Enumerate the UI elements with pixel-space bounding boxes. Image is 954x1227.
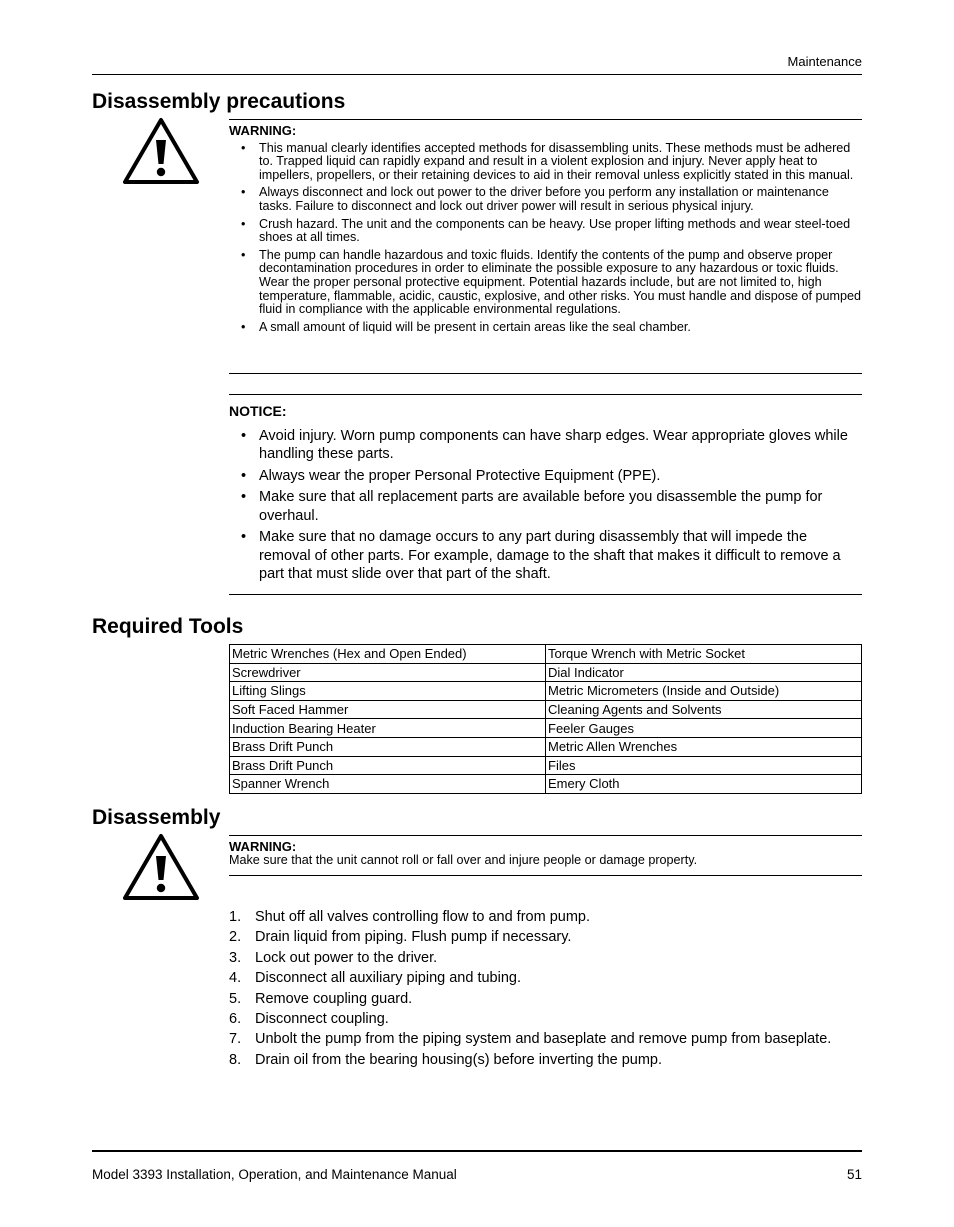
step-text: Drain oil from the bearing housing(s) before inverting the pump. xyxy=(255,1051,663,1068)
table-cell: Torque Wrench with Metric Socket xyxy=(546,645,862,664)
list-item xyxy=(229,989,862,1009)
table-cell: Lifting Slings xyxy=(230,682,546,701)
list-item xyxy=(229,1050,862,1070)
list-item: • Make sure that all replacement parts are available before you disassemble the pump for overhaul. xyxy=(229,488,862,525)
notice-bottom-rule xyxy=(229,594,862,595)
table-row xyxy=(230,775,862,794)
step-text: Drain liquid from piping. Flush pump if necessary. xyxy=(255,929,572,946)
step-number: 5. xyxy=(229,990,242,1007)
heading-disassembly: Disassembly xyxy=(92,806,221,829)
table-cell: Dial Indicator xyxy=(546,663,862,682)
warning-top-rule xyxy=(229,119,862,120)
step-text: Remove coupling guard. xyxy=(255,990,413,1007)
warning-list xyxy=(229,142,862,335)
header-rule xyxy=(92,74,862,75)
table-cell: Metric Wrenches (Hex and Open Ended) xyxy=(230,645,546,664)
table-row xyxy=(230,682,862,701)
list-item: • This manual clearly identifies accepted methods for disassembling units. These methods must be adhered to. Trapped liquid can rapidly expand and result in a violent explosion and injury. Never apply heat to impellers, propellers, or their retaining devices to aid in their removal unless explicitly stated in this manual. xyxy=(229,142,862,183)
list-item xyxy=(229,1009,862,1029)
table-cell: Metric Allen Wrenches xyxy=(546,737,862,756)
disassembly-steps xyxy=(229,907,862,1070)
warning-text: Make sure that the unit cannot roll or fall over and injure people or damage property. xyxy=(229,852,698,867)
step-text: Unbolt the pump from the piping system and baseplate and remove pump from baseplate. xyxy=(255,1031,832,1048)
table-cell: Cleaning Agents and Solvents xyxy=(546,700,862,719)
heading-disassembly-precautions: Disassembly precautions xyxy=(92,90,346,113)
notice-list xyxy=(229,427,862,584)
list-item: • Always disconnect and lock out power to the driver before you perform any installation or maintenance tasks. Failure to disconnect and lock out driver power will result in serious physical injury. xyxy=(229,186,862,213)
list-item xyxy=(229,968,862,988)
table-cell: Files xyxy=(546,756,862,775)
list-item: • Always wear the proper Personal Protective Equipment (PPE). xyxy=(229,467,862,486)
step-text: Shut off all valves controlling flow to and from pump. xyxy=(255,909,591,925)
warning-bottom-rule xyxy=(229,373,862,374)
footer-rule xyxy=(92,1150,862,1152)
list-item xyxy=(229,927,862,947)
table-cell: Feeler Gauges xyxy=(546,719,862,738)
warning-block-precautions xyxy=(229,124,862,338)
footer-page-number: 51 xyxy=(846,1167,862,1182)
table-cell: Emery Cloth xyxy=(546,775,862,794)
warning-triangle-icon xyxy=(122,116,200,186)
table-row xyxy=(230,756,862,775)
running-header-section: Maintenance xyxy=(787,54,862,69)
list-item xyxy=(229,907,862,927)
warning-triangle-icon xyxy=(122,832,200,902)
table-cell: Screwdriver xyxy=(230,663,546,682)
step-number: 8. xyxy=(229,1051,242,1068)
step-number: 6. xyxy=(229,1010,242,1027)
notice-top-rule xyxy=(229,394,862,395)
table-row xyxy=(230,719,862,738)
required-tools-table xyxy=(229,644,862,794)
table-row xyxy=(230,700,862,719)
warning-label: WARNING: xyxy=(229,839,297,854)
step-text: Lock out power to the driver. xyxy=(255,949,438,966)
list-item: • Avoid injury. Worn pump components can have sharp edges. Wear appropriate gloves while handling these parts. xyxy=(229,427,862,464)
table-cell: Induction Bearing Heater xyxy=(230,719,546,738)
step-text: Disconnect all auxiliary piping and tubing. xyxy=(255,970,521,987)
notice-block xyxy=(229,402,862,587)
table-cell: Spanner Wrench xyxy=(230,775,546,794)
step-number: 1. xyxy=(229,909,242,925)
warning-top-rule xyxy=(229,835,862,836)
table-row xyxy=(230,663,862,682)
table-row xyxy=(230,645,862,664)
warning-label: WARNING: xyxy=(229,123,297,138)
list-item: • Crush hazard. The unit and the components can be heavy. Use proper lifting methods and wear steel-toed shoes at all times. xyxy=(229,218,862,245)
table-cell: Metric Micrometers (Inside and Outside) xyxy=(546,682,862,701)
warning-block-disassembly xyxy=(229,840,862,867)
table-cell: Brass Drift Punch xyxy=(230,756,546,775)
notice-label: NOTICE: xyxy=(229,403,287,419)
step-number: 3. xyxy=(229,949,242,966)
table-cell: Brass Drift Punch xyxy=(230,737,546,756)
footer-manual-title: Model 3393 Installation, Operation, and Maintenance Manual xyxy=(92,1167,457,1182)
warning-bottom-rule xyxy=(229,875,862,876)
table-cell: Soft Faced Hammer xyxy=(230,700,546,719)
heading-required-tools: Required Tools xyxy=(92,615,244,638)
step-number: 4. xyxy=(229,970,242,987)
list-item xyxy=(229,1029,862,1049)
list-item: • The pump can handle hazardous and toxic fluids. Identify the contents of the pump and observe proper decontamination procedures in order to eliminate the possible exposure to any hazardous or toxic fluids. Wear the proper personal protective equipment. Potential hazards include, but are not limited to, high temperature, flammable, acidic, caustic, explosive, and other risks. You must handle and dispose of pumped fluid in compliance with the applicable environmental regulations. xyxy=(229,249,862,317)
table-row xyxy=(230,737,862,756)
list-item: • Make sure that no damage occurs to any part during disassembly that will impede the removal of other parts. For example, damage to the shaft that makes it difficult to remove a part that must slide over that part of the shaft. xyxy=(229,528,862,584)
list-item: • A small amount of liquid will be present in certain areas like the seal chamber. xyxy=(229,321,862,335)
step-number: 7. xyxy=(229,1031,242,1048)
step-text: Disconnect coupling. xyxy=(255,1010,389,1027)
list-item xyxy=(229,948,862,968)
step-number: 2. xyxy=(229,929,242,946)
